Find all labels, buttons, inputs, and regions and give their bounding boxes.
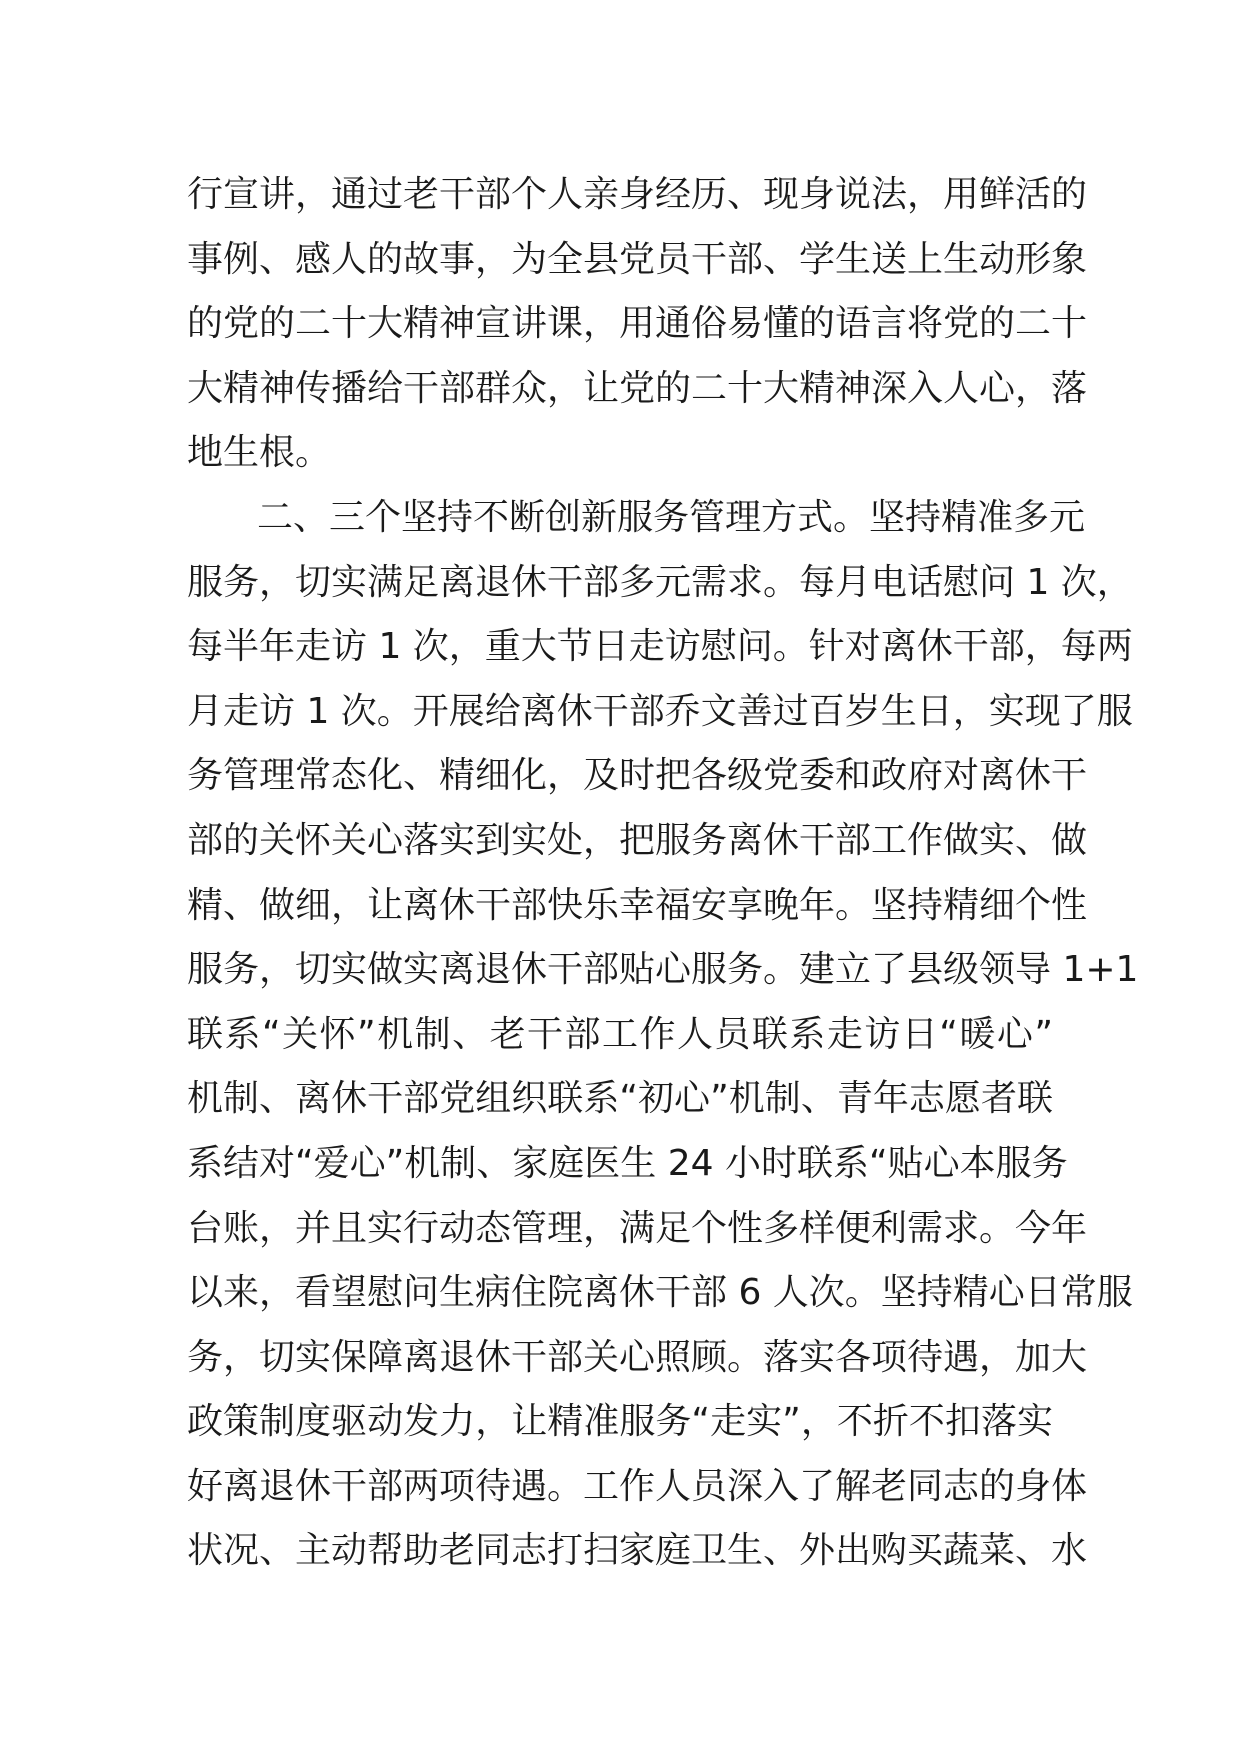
text-line: 政策制度驱动发力，让精准服务“走实”，不折不扣落实 <box>187 1401 1053 1443</box>
text-line: 行宣讲，通过老干部个人亲身经历、现身说法，用鲜活的 <box>187 174 1088 215</box>
text-line: 精、做细，让离休干部快乐幸福安享晚年。坚持精细个性 <box>187 884 1088 926</box>
text-line: 状况、主动帮助老同志打扫家庭卫生、外出购买蔬菜、水 <box>187 1530 1088 1572</box>
text-line: 好离退休干部两项待遇。工作人员深入了解老同志的身体 <box>187 1465 1088 1507</box>
text-line: 务，切实保障离退休干部关心照顾。落实各项待遇，加大 <box>187 1336 1088 1378</box>
text-line: 服务，切实满足离退休干部多元需求。每月电话慰问 1 次， <box>187 561 1133 603</box>
text-line: 大精神传播给干部群众，让党的二十大精神深入人心，落 <box>187 367 1088 409</box>
text-line: 二、三个坚持不断创新服务管理方式。坚持精准多元 <box>257 496 1086 538</box>
text-line: 务管理常态化、精细化，及时把各级党委和政府对离休干 <box>187 755 1088 797</box>
text-line: 服务，切实做实离退休干部贴心服务。建立了县级领导 1+1 <box>187 949 1139 991</box>
body-text <box>187 163 1139 1584</box>
text-line: 以来，看望慰问生病住院离休干部 6 人次。坚持精心日常服 <box>187 1272 1133 1314</box>
text-line: 事例、感人的故事，为全县党员干部、学生送上生动形象 <box>187 238 1088 280</box>
text-line: 地生根。 <box>187 432 332 474</box>
text-line: 系结对“爱心”机制、家庭医生 24 小时联系“贴心本服务 <box>187 1142 1068 1184</box>
text-line: 每半年走访 1 次，重大节日走访慰问。针对离休干部，每两 <box>187 626 1133 668</box>
text-line: 月走访 1 次。开展给离休干部乔文善过百岁生日，实现了服 <box>187 690 1133 732</box>
paragraph-1 <box>187 163 1088 486</box>
text-line: 联系“关怀”机制、老干部工作人员联系走访日“暖心” <box>187 1013 1053 1055</box>
text-line: 部的关怀关心落实到实处，把服务离休干部工作做实、做 <box>187 819 1088 861</box>
text-line: 的党的二十大精神宣讲课，用通俗易懂的语言将党的二十 <box>187 303 1088 345</box>
text-line: 台账，并且实行动态管理，满足个性多样便利需求。今年 <box>187 1207 1088 1249</box>
text-line: 机制、离休干部党组织联系“初心”机制、青年志愿者联 <box>187 1078 1053 1120</box>
paragraph-2 <box>187 486 1139 1584</box>
